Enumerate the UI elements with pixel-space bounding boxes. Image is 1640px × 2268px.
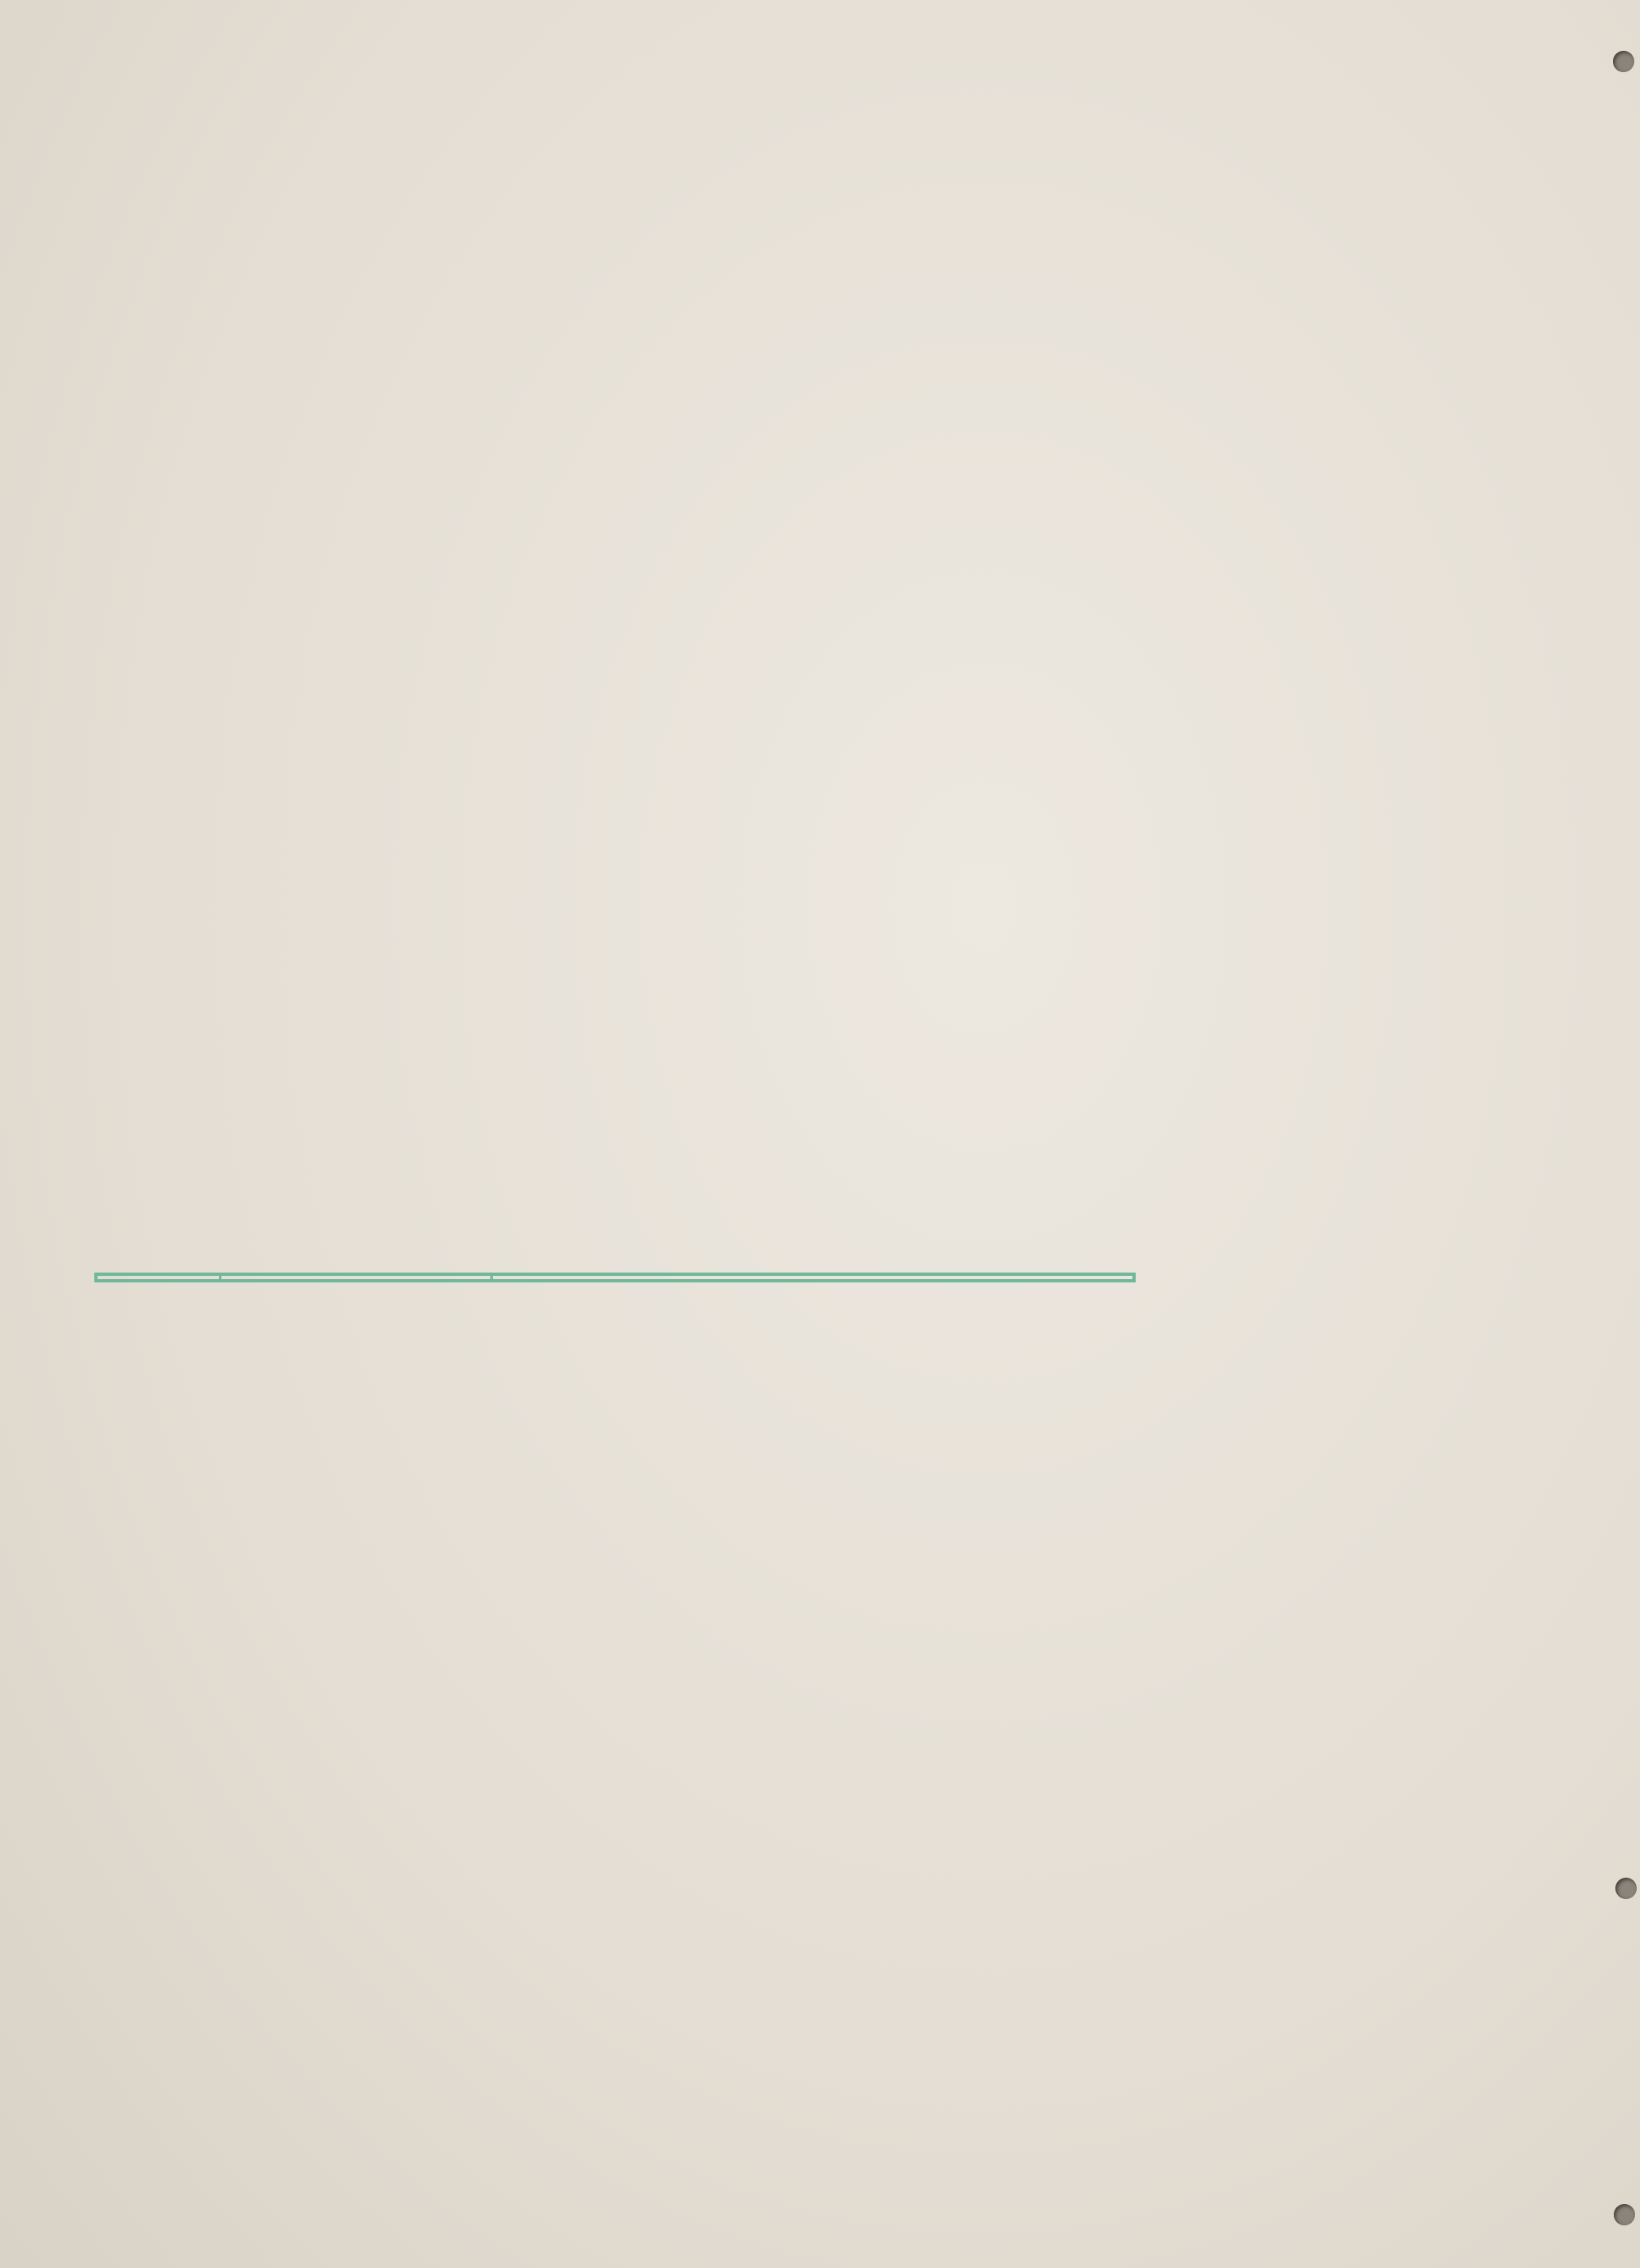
- table-header-row: [96, 1274, 1134, 1281]
- punch-hole: [1615, 1878, 1637, 1899]
- header-designation: [221, 1274, 492, 1281]
- air-mass-table: [94, 1273, 1136, 1282]
- header-main-air-masses: [96, 1274, 221, 1281]
- header-origin-regions: [492, 1274, 1135, 1281]
- punch-hole: [1613, 51, 1634, 72]
- punch-hole: [1614, 2204, 1635, 2225]
